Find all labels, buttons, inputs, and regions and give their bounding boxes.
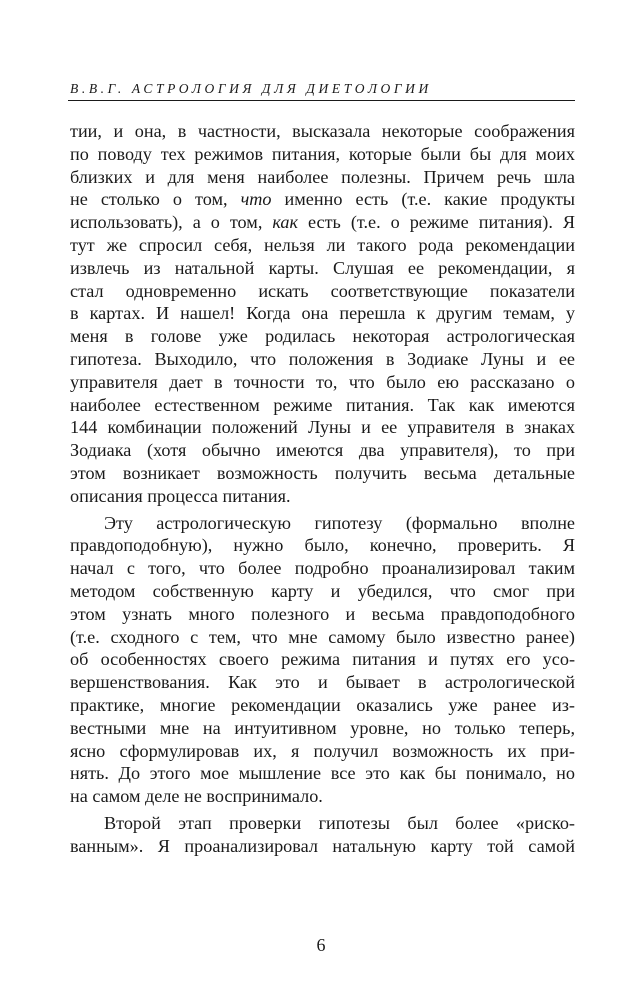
header-rule [68,100,575,101]
text-segment: именно есть (т.е. какие продукты [271,189,576,210]
text-line: методом собственную карту и убедился, что смог при [70,580,575,601]
text-segment: не столько о том, [70,189,241,210]
text-line: вершенствования. Как это и бывает в астрологической [70,672,575,693]
text-line [70,188,575,211]
italic-word: что [240,189,272,210]
text-segment: есть (т.е. о режиме питания). Я [298,212,575,233]
text-line: наиболее естественном режиме питания. Так как имеются [70,394,575,415]
text-line: стал одновременно искать соответствующие показатели [70,280,575,301]
text-line: описания процесса питания. [70,485,291,506]
text-line: ясно сформулировав их, я получил возможность их при- [70,740,575,761]
text-line: об особенностях своего режима питания и путях его усо- [70,649,575,670]
text-line: нять. До этого мое мышление все это как бы понимало, но [70,763,575,784]
text-line: гипотеза. Выходило, что положения в Зодиаке Луны и ее [70,348,575,369]
text-line: на самом деле не воспринимало. [70,786,323,807]
body-text [70,120,575,858]
paragraph-1 [70,120,575,508]
text-line: 144 комбинации положений Луны и ее управителя в знаках [70,417,575,438]
text-line [70,211,575,234]
text-line: начал с того, что более подробно проанализировал таким [70,558,575,579]
text-line: близких и для меня наиболее полезны. Причем речь шла [70,166,575,187]
text-line: по поводу тех режимов питания, которые были бы для моих [70,143,575,164]
text-line: в картах. И нашел! Когда она перешла к другим темам, у [70,303,575,324]
text-line: этом возникает возможность получить весьма детальные [70,462,575,483]
page-number: 6 [316,935,326,955]
text-line: (т.е. сходного с тем, что мне самому было известно ранее) [70,626,575,647]
text-line: вестными мне на интуитивном уровне, но только теперь, [70,717,575,738]
text-line: тут же спросил себя, нельзя ли такого рода рекомендации [70,234,575,255]
text-line: этом узнать много полезного и весьма правдоподобного [70,603,575,624]
text-line: управителя дает в точности то, что было ею рассказано о [70,371,575,392]
paragraph-2 [70,512,575,808]
text-line: ванным». Я проанализировал натальную карту той самой [70,835,575,856]
paragraph-3 [70,812,575,858]
text-line: Эту астрологическую гипотезу (формально вполне [104,512,575,533]
text-segment: использовать), а о том, [70,212,273,233]
text-line: практике, многие рекомендации оказались уже ранее из- [70,694,575,715]
text-line: тии, и она, в частности, высказала некоторые соображения [70,121,575,141]
text-line: Зодиака (хотя обычно имеются два управителя), то при [70,440,575,461]
running-header: В.В.Г. АСТРОЛОГИЯ ДЛЯ ДИЕТОЛОГИИ [70,81,432,96]
italic-word: как [272,212,299,233]
text-line: Второй этап проверки гипотезы был более «риско- [104,812,575,833]
text-line: извлечь из натальной карты. Слушая ее рекомендации, я [70,257,575,278]
text-line: меня в голове уже родилась некоторая астрологическая [70,326,575,347]
text-line: правдоподобную), нужно было, конечно, проверить. Я [70,535,575,556]
